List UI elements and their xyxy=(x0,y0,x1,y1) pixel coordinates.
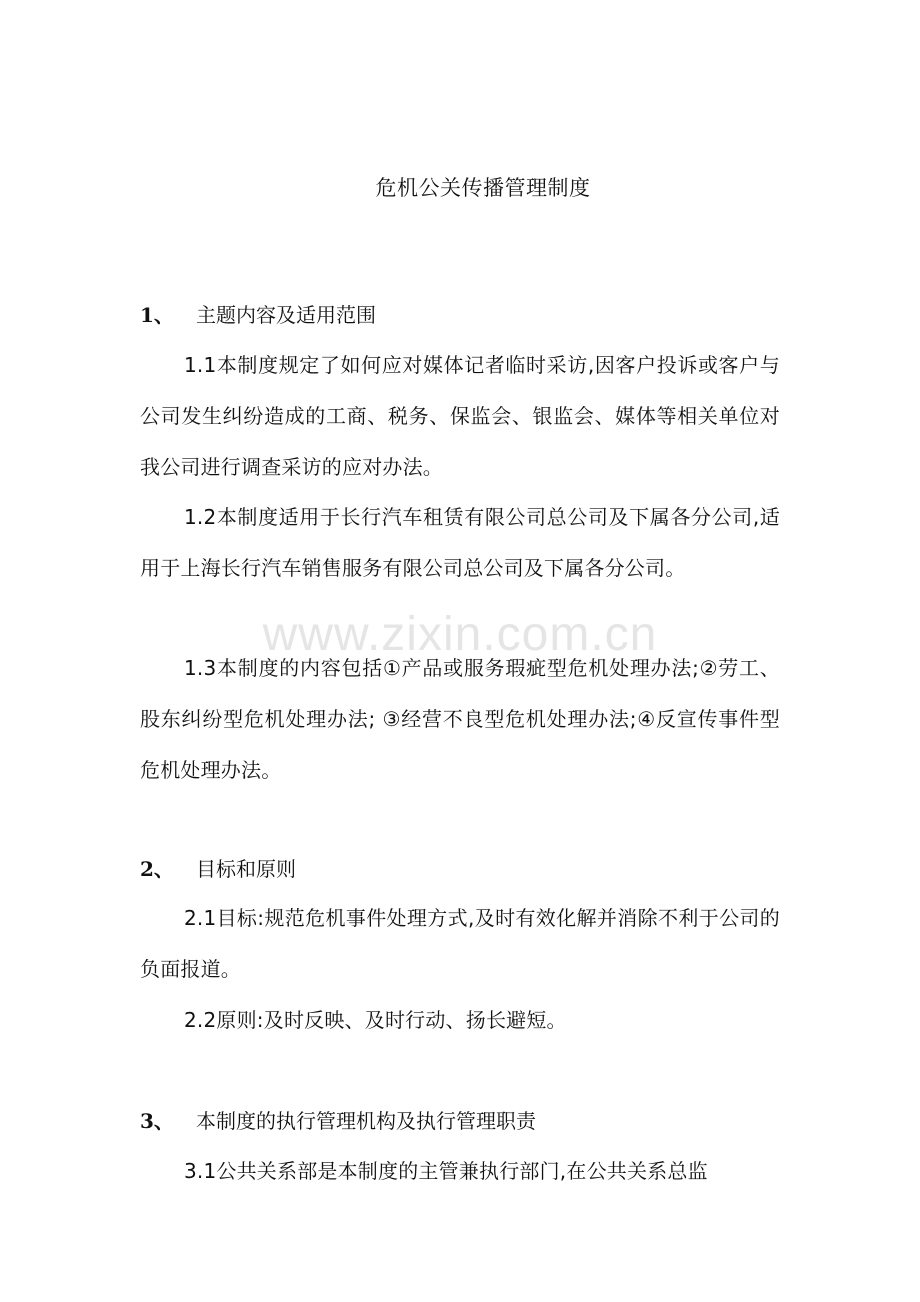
section-number: 3、 xyxy=(140,1109,174,1133)
section-number: 2、 xyxy=(140,857,174,881)
section-heading-1 xyxy=(140,297,376,333)
paragraph-3-1: 3.1公共关系部是本制度的主管兼执行部门,在公共关系总监 xyxy=(184,1159,708,1183)
watermark: www.zixin.com.cn xyxy=(262,608,658,661)
section-heading-text: 主题内容及适用范围 xyxy=(196,303,376,327)
section-heading-text: 本制度的执行管理机构及执行管理职责 xyxy=(196,1109,536,1133)
paragraph-1-1: 1.1本制度规定了如何应对媒体记者临时采访,因客户投诉或客户与公司发生纠纷造成的工商、税务、保监会、银监会、媒体等相关单位对我公司进行调查采访的应对办法。 xyxy=(140,353,780,479)
paragraph-2-2: 2.2原则:及时反映、及时行动、扬长避短。 xyxy=(184,1008,567,1032)
paragraph-1-3: 1.3本制度的内容包括①产品或服务瑕疵型危机处理办法;②劳工、股东纠纷型危机处理办法; ③经营不良型危机处理办法;④反宣传事件型危机处理办法。 xyxy=(140,656,780,782)
section-heading-2 xyxy=(140,851,296,887)
paragraph-2-1: 2.1目标:规范危机事件处理方式,及时有效化解并消除不利于公司的负面报道。 xyxy=(140,906,780,981)
section-heading-3 xyxy=(140,1103,536,1139)
section-number: 1、 xyxy=(140,303,174,327)
page-title: 危机公关传播管理制度 xyxy=(375,176,591,200)
paragraph-1-2: 1.2本制度适用于长行汽车租赁有限公司总公司及下属各分公司,适用于上海长行汽车销售服务有限公司总公司及下属各分公司。 xyxy=(140,505,780,580)
section-heading-text: 目标和原则 xyxy=(196,857,296,881)
